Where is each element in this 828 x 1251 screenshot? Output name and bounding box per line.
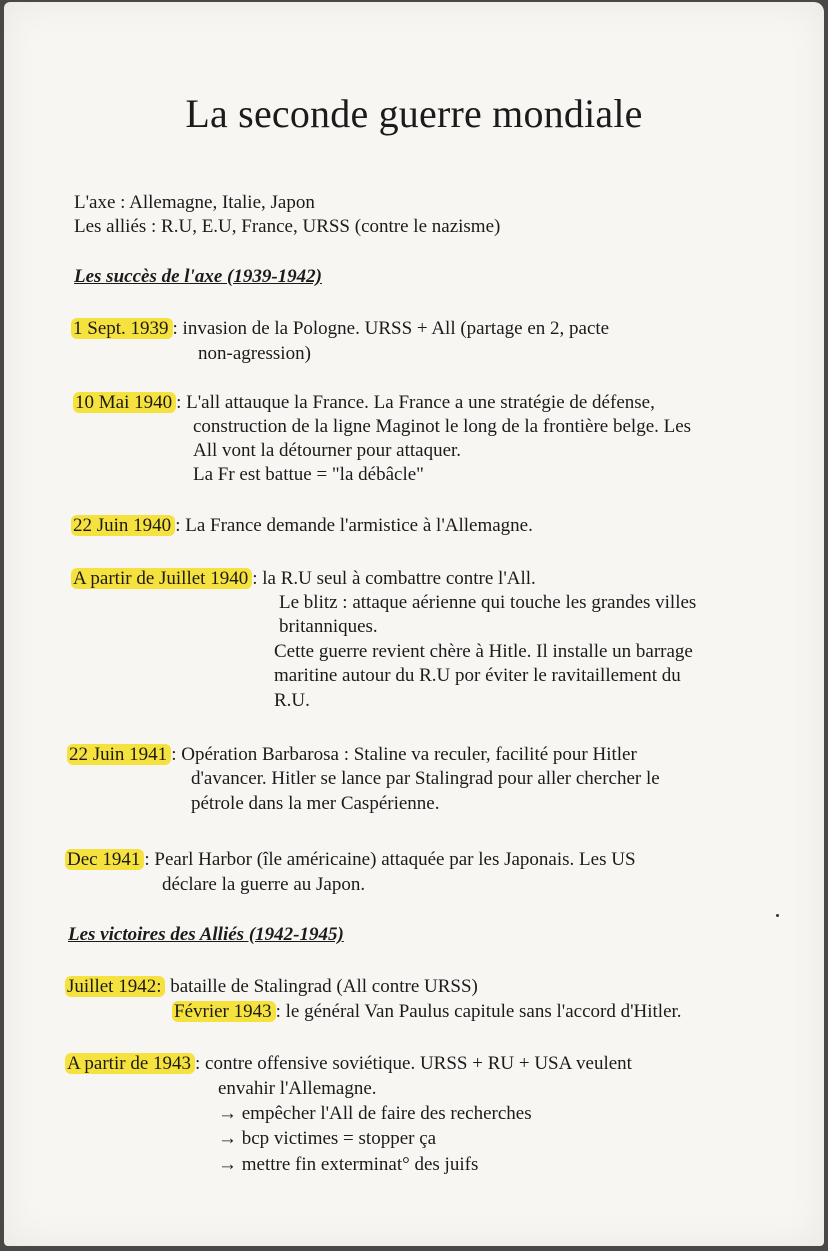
entry-text: : Pearl Harbor (île américaine) attaquée par les Japonais. Les US: [144, 849, 636, 870]
entry-text: Le blitz : attaque aérienne qui touche les grandes villes: [279, 592, 697, 613]
entry-text: envahir l'Allemagne.: [218, 1078, 377, 1099]
entry-text: d'avancer. Hitler se lance par Stalingrad pour aller chercher le: [191, 768, 660, 789]
timeline-entry: [68, 1052, 632, 1076]
date-highlight: 10 Mai 1940: [73, 392, 176, 413]
timeline-entry: [68, 975, 478, 999]
intro-allies: Les alliés : R.U, E.U, France, URSS (contre le nazisme): [74, 216, 501, 237]
entry-text: : la R.U seul à combattre contre l'All.: [252, 568, 536, 589]
entry-text: La Fr est battue = "la débâcle": [193, 464, 424, 485]
date-highlight: A partir de 1943: [65, 1053, 195, 1074]
entry-text: : La France demande l'armistice à l'Allemagne.: [175, 515, 533, 536]
timeline-entry: [74, 567, 536, 591]
entry-text: : invasion de la Pologne. URSS + All (partage en 2, pacte: [172, 318, 610, 339]
bullet-line: → empêcher l'All de faire des recherches: [218, 1103, 532, 1124]
timeline-entry: [74, 317, 609, 341]
timeline-entry: [74, 514, 533, 538]
entry-text: déclare la guerre au Japon.: [162, 874, 366, 895]
entry-text: Cette guerre revient chère à Hitle. Il installe un barrage: [274, 641, 693, 662]
date-highlight: 22 Juin 1941: [67, 744, 171, 765]
entry-text: britanniques.: [279, 616, 378, 637]
entry-text: : L'all attauque la France. La France a une stratégie de défense,: [176, 392, 655, 413]
timeline-entry: [68, 848, 636, 872]
notes-page: [4, 2, 824, 1246]
entry-text: bataille de Stalingrad (All contre URSS): [165, 976, 478, 997]
timeline-entry: [70, 743, 637, 767]
entry-text: : contre offensive soviétique. URSS + RU + USA veulent: [195, 1053, 632, 1074]
date-highlight: A partir de Juillet 1940: [71, 568, 252, 589]
section-heading-allied-victories: Les victoires des Alliés (1942-1945): [68, 924, 344, 945]
entry-text: non-agression): [198, 343, 311, 364]
entry-text: : le général Van Paulus capitule sans l'accord d'Hitler.: [275, 1001, 682, 1022]
date-highlight: 1 Sept. 1939: [71, 318, 173, 339]
section-heading-axis-successes: Les succès de l'axe (1939-1942): [74, 266, 322, 287]
ink-dot: [776, 914, 779, 917]
date-highlight: Juillet 1942:: [65, 976, 165, 997]
timeline-entry: [175, 1000, 682, 1024]
page-title: La seconde guerre mondiale: [185, 91, 643, 136]
date-highlight: Février 1943: [172, 1001, 276, 1022]
timeline-entry: [76, 391, 655, 415]
date-highlight: 22 Juin 1940: [71, 515, 175, 536]
entry-text: All vont la détourner pour attaquer.: [193, 440, 462, 461]
date-highlight: Dec 1941: [65, 849, 144, 870]
intro-axe: L'axe : Allemagne, Italie, Japon: [74, 192, 315, 213]
entry-text: construction de la ligne Maginot le long de la frontière belge. Les: [193, 416, 692, 437]
entry-text: pétrole dans la mer Caspérienne.: [191, 793, 440, 814]
entry-text: R.U.: [274, 690, 310, 711]
entry-text: maritine autour du R.U por éviter le ravitaillement du: [274, 665, 681, 686]
bullet-line: → mettre fin exterminat° des juifs: [218, 1154, 479, 1175]
entry-text: : Opération Barbarosa : Staline va reculer, facilité pour Hitler: [171, 744, 637, 765]
bullet-line: → bcp victimes = stopper ça: [218, 1128, 437, 1149]
